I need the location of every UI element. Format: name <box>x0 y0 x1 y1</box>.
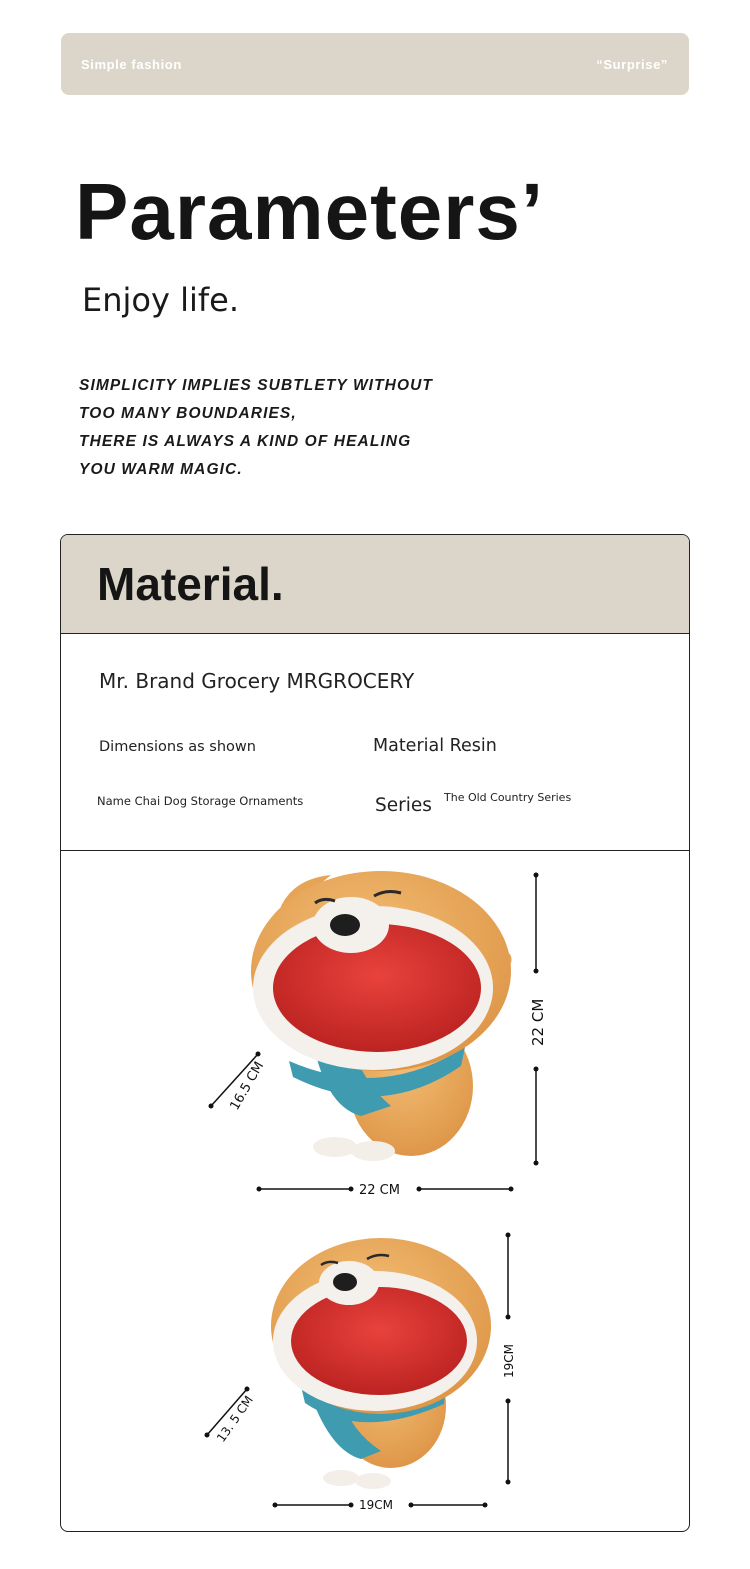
large-height-dimension <box>529 873 547 1166</box>
parameter-info <box>61 634 689 851</box>
small-depth-label: 13. 5 CM <box>213 1393 256 1445</box>
large-width-label: 22 CM <box>359 1183 400 1198</box>
small-width-dimension <box>273 1498 488 1512</box>
large-depth-label: 16.5 CM <box>227 1059 268 1113</box>
page-title: Parameters’ <box>75 167 545 256</box>
small-height-dimension <box>502 1233 516 1485</box>
large-width-dimension <box>257 1183 514 1198</box>
dimensions-text: Dimensions as shown <box>99 739 256 755</box>
name-text: Name Chai Dog Storage Ornaments <box>97 794 304 808</box>
series-value: The Old Country Series <box>444 791 572 804</box>
banner-right-text: “Surprise” <box>596 56 668 72</box>
small-width-label: 19CM <box>359 1498 394 1512</box>
page-subtitle: Enjoy life. <box>82 281 239 319</box>
material-heading: Material. <box>97 558 284 610</box>
slogan-line: TOO MANY BOUNDARIES, <box>79 405 297 422</box>
material-text: Material Resin <box>373 736 497 756</box>
material-header <box>61 535 689 634</box>
large-depth-dimension <box>209 1052 268 1114</box>
material-card <box>60 534 690 1532</box>
top-banner <box>61 33 689 95</box>
dimension-drawing <box>61 851 690 1532</box>
small-dog-illustration <box>271 1238 491 1489</box>
small-height-label: 19CM <box>502 1343 516 1378</box>
banner-left-text: Simple fashion <box>81 56 182 72</box>
slogan-line: THERE IS ALWAYS A KIND OF HEALING <box>79 433 412 450</box>
slogan-line: YOU WARM MAGIC. <box>79 461 243 478</box>
small-depth-dimension <box>205 1387 256 1445</box>
large-height-label: 22 CM <box>529 998 547 1046</box>
dimension-figures <box>61 851 689 1532</box>
brand-text: Mr. Brand Grocery MRGROCERY <box>99 669 415 693</box>
slogan-line: SIMPLICITY IMPLIES SUBTLETY WITHOUT <box>79 377 433 394</box>
slogan <box>79 372 433 484</box>
series-label: Series <box>375 795 432 816</box>
large-dog-illustration <box>251 871 512 1161</box>
